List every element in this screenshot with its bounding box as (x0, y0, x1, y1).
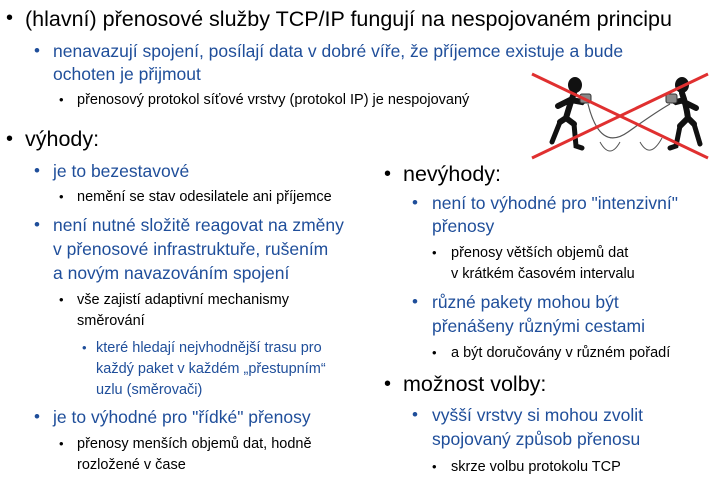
advantage-path-line-3: uzlu (směrovači) (96, 382, 203, 398)
advantage-routing-line-2: směrování (77, 313, 145, 329)
choice-line-1: vyšší vrstvy si mohou zvolit (432, 405, 644, 425)
bullet-icon: • (432, 245, 437, 260)
disadvantage-paths-line-1: různé pakety mohou být (432, 292, 619, 312)
bullet-icon: • (34, 41, 40, 60)
slide-heading: (hlavní) přenosové služby TCP/IP fungují na nespojovaném principu (25, 7, 672, 31)
advantage-path-line-1: které hledají nejvhodnější trasu pro (96, 340, 322, 356)
bullet-icon: • (82, 340, 87, 355)
bullet-icon: • (6, 128, 14, 150)
bullet-icon: • (432, 345, 437, 360)
advantage-sparse-detail-line-1: přenosy menších objemů dat, hodně (77, 436, 312, 452)
bullet-icon: • (59, 436, 64, 451)
choice-detail: skrze volbu protokolu TCP (451, 459, 621, 475)
person-right-icon (666, 77, 700, 148)
bullet-icon: • (59, 92, 64, 107)
bullet-icon: • (384, 373, 392, 395)
disadvantages-title: nevýhody: (403, 162, 502, 186)
advantage-no-reaction-line-2: v přenosové infrastruktuře, rušením (53, 239, 329, 259)
bullet-icon: • (59, 292, 64, 307)
advantage-stateless-detail: nemění se stav odesilatele ani příjemce (77, 189, 332, 205)
advantages-title: výhody: (25, 127, 100, 151)
disadvantage-paths-detail: a být doručovány v různém pořadí (451, 345, 671, 361)
advantage-sparse-detail-line-2: rozložené v čase (77, 457, 186, 473)
disadvantage-intensive-line-1: není to výhodné pro "intenzivní" (432, 193, 678, 213)
disadvantage-paths-line-2: přenášeny různými cestami (432, 316, 645, 336)
disadvantage-intensive-line-2: přenosy (432, 216, 495, 236)
bullet-icon: • (412, 405, 418, 424)
bullet-icon: • (6, 7, 14, 29)
disadvantage-intensive-detail-line-2: v krátkém časovém intervalu (451, 266, 635, 282)
bullet-icon: • (34, 215, 40, 234)
advantage-no-reaction-line-3: a novým navazováním spojení (53, 263, 290, 283)
advantage-no-reaction-line-1: není nutné složitě reagovat na změny (53, 215, 344, 235)
advantage-stateless: je to bezestavové (53, 161, 190, 181)
advantage-sparse-transfers: je to výhodné pro "řídké" přenosy (53, 407, 311, 427)
bullet-icon: • (432, 459, 437, 474)
bullet-icon: • (34, 161, 40, 180)
two-people-telephone-crossed-out-icon (530, 72, 710, 160)
bullet-icon: • (412, 193, 418, 212)
advantage-routing-line-1: vše zajistí adaptivní mechanismy (77, 292, 289, 308)
principle-line-2: ochoten je přijmout (53, 64, 201, 84)
bullet-icon: • (384, 163, 392, 185)
advantage-path-line-2: každý paket v každém „přestupním“ (96, 361, 326, 377)
choice-line-2: spojovaný způsob přenosu (432, 429, 641, 449)
bullet-icon: • (59, 189, 64, 204)
bullet-icon: • (34, 407, 40, 426)
principle-line-1: nenavazují spojení, posílají data v dobré víře, že příjemce existuje a bude (53, 41, 624, 61)
bullet-icon: • (412, 292, 418, 311)
choice-title: možnost volby: (403, 372, 547, 396)
principle-detail: přenosový protokol síťové vrstvy (protokol IP) je nespojovaný (77, 92, 470, 108)
disadvantage-intensive-detail-line-1: přenosy větších objemů dat (451, 245, 629, 261)
